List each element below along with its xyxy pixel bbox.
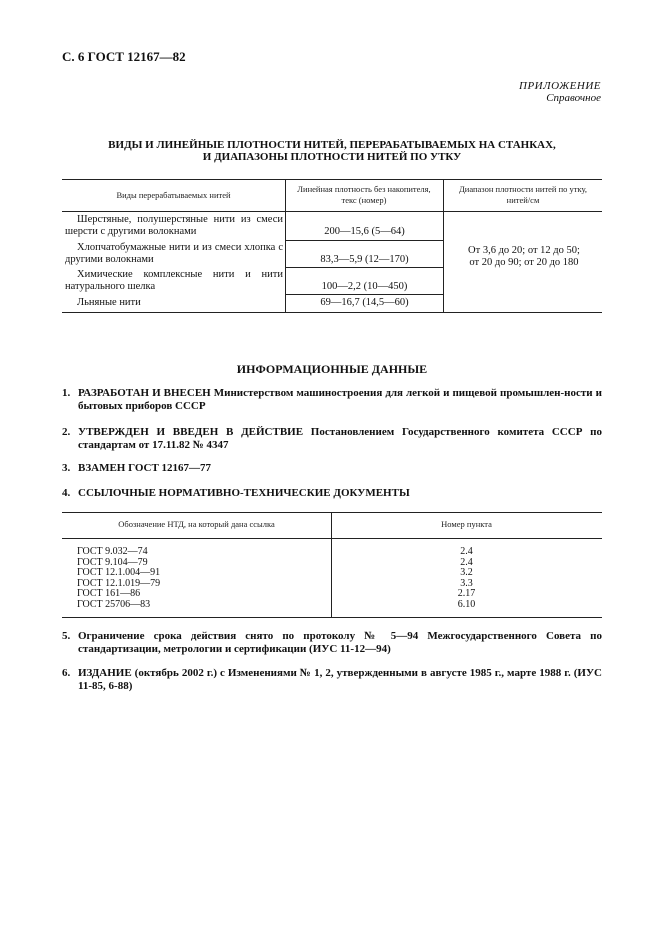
info-item-number: 6. [62, 667, 71, 679]
ref-clause: 2.17 [457, 588, 476, 599]
info-item-text: Ограничение срока действия снято по протоколу № 5—94 Межгосударственного Совета по стандартизации, метрологии и сертификации (ИУС 11-12—94) [78, 630, 602, 655]
table-title-line-1: ВИДЫ И ЛИНЕЙНЫЕ ПЛОТНОСТИ НИТЕЙ, ПЕРЕРАБАТЫВАЕМЫХ НА СТАНКАХ, [108, 139, 556, 151]
info-item-number: 3. [62, 462, 71, 474]
info-item-1 [62, 387, 602, 413]
ref-table-rule-bottom [62, 617, 602, 618]
weft-density-range-line-2: от 20 до 90; от 20 до 180 [469, 257, 579, 268]
table-row-divider-2 [285, 267, 443, 268]
weft-density-range-line-1: От 3,6 до 20; от 12 до 50; [468, 245, 580, 256]
appendix-subtitle: Справочное [546, 92, 601, 104]
ref-doc: ГОСТ 9.032—74 [77, 546, 148, 557]
row-density-linen: 69—16,7 (14,5—60) [320, 297, 409, 308]
ref-col-header-doc: Обозначение НТД, на который дана ссылка [118, 519, 275, 529]
info-item-number: 5. [62, 630, 71, 642]
appendix-title: ПРИЛОЖЕНИЕ [519, 80, 601, 92]
table-rule-top [62, 179, 602, 180]
table-rule-bottom [62, 312, 602, 313]
ref-clause-column [331, 547, 602, 610]
info-item-number: 1. [62, 387, 71, 399]
ref-table-rule-header [62, 538, 602, 539]
info-item-number: 4. [62, 487, 71, 499]
info-item-text: ВЗАМЕН ГОСТ 12167—77 [78, 462, 212, 474]
ref-col-header-clause: Номер пункта [441, 519, 492, 529]
row-kind-linen: Льняные нити [77, 297, 141, 308]
ref-clause: 6.10 [457, 598, 476, 610]
info-item-number: 2. [62, 426, 71, 438]
ref-clause: 2.4 [460, 556, 473, 568]
table-row-divider-1 [285, 240, 443, 241]
ref-clause: 3.3 [460, 577, 473, 589]
info-item-2 [62, 426, 602, 452]
row-kind-cotton: Хлопчатобумажные нити и из смеси хлопка с другими волокнами [65, 242, 283, 265]
ref-doc: ГОСТ 161—86 [77, 588, 141, 599]
appendix-label [519, 80, 601, 104]
row-density-synthetic: 100—2,2 (10—450) [321, 281, 408, 292]
row-density-cotton: 83,3—5,9 (12—170) [320, 254, 409, 265]
col-header-kind: Виды перерабатываемых нитей [116, 190, 231, 200]
ref-doc: ГОСТ 25706—83 [77, 598, 151, 610]
col-header-range: Диапазон плотности нитей по утку, нитей/см [458, 184, 588, 205]
info-item-4 [62, 487, 602, 500]
ref-table-rule-top [62, 512, 602, 513]
ref-doc-column [77, 547, 160, 610]
page-header: С. 6 ГОСТ 12167—82 [62, 49, 186, 64]
col-header-density: Линейная плотность без накопителя, текс (номер) [297, 184, 431, 205]
table-title-line-2: И ДИАПАЗОНЫ ПЛОТНОСТИ НИТЕЙ ПО УТКУ [202, 151, 462, 163]
info-item-text: ССЫЛОЧНЫЕ НОРМАТИВНО-ТЕХНИЧЕСКИЕ ДОКУМЕНТЫ [78, 487, 410, 499]
info-item-6 [62, 667, 602, 693]
table-col-divider-2 [443, 179, 444, 312]
ref-doc: ГОСТ 9.104—79 [77, 556, 148, 568]
info-item-text: УТВЕРЖДЕН И ВВЕДЕН В ДЕЙСТВИЕ Постановлением Государственного комитета СССР по стандартам от 17.11.82 № 4347 [78, 426, 602, 451]
info-item-3 [62, 462, 602, 475]
info-item-5 [62, 630, 602, 656]
info-item-text: РАЗРАБОТАН И ВНЕСЕН Министерством машиностроения для легкой и пищевой промышлен-ности и бытовых приборов СССР [78, 387, 602, 412]
info-item-text: ИЗДАНИЕ (октябрь 2002 г.) с Изменениями № 1, 2, утвержденными в августе 1985 г., марте 1988 г. (ИУС 11-85, 6-88) [78, 667, 602, 692]
ref-clause: 2.4 [460, 546, 473, 557]
weft-density-range [446, 245, 602, 269]
ref-clause: 3.2 [460, 567, 473, 578]
table-title [62, 139, 602, 163]
info-section-title: ИНФОРМАЦИОННЫЕ ДАННЫЕ [236, 362, 428, 376]
table-rule-header [62, 211, 602, 212]
row-kind-synthetic: Химические комплексные нити и нити натурального шелка [65, 269, 283, 292]
row-kind-wool: Шерстяные, полушерстяные нити из смеси шерсти с другими волокнами [65, 214, 283, 237]
ref-doc: ГОСТ 12.1.019—79 [77, 577, 161, 589]
ref-doc: ГОСТ 12.1.004—91 [77, 567, 161, 578]
table-row-divider-3 [285, 294, 443, 295]
row-density-wool: 200—15,6 (5—64) [324, 226, 405, 237]
